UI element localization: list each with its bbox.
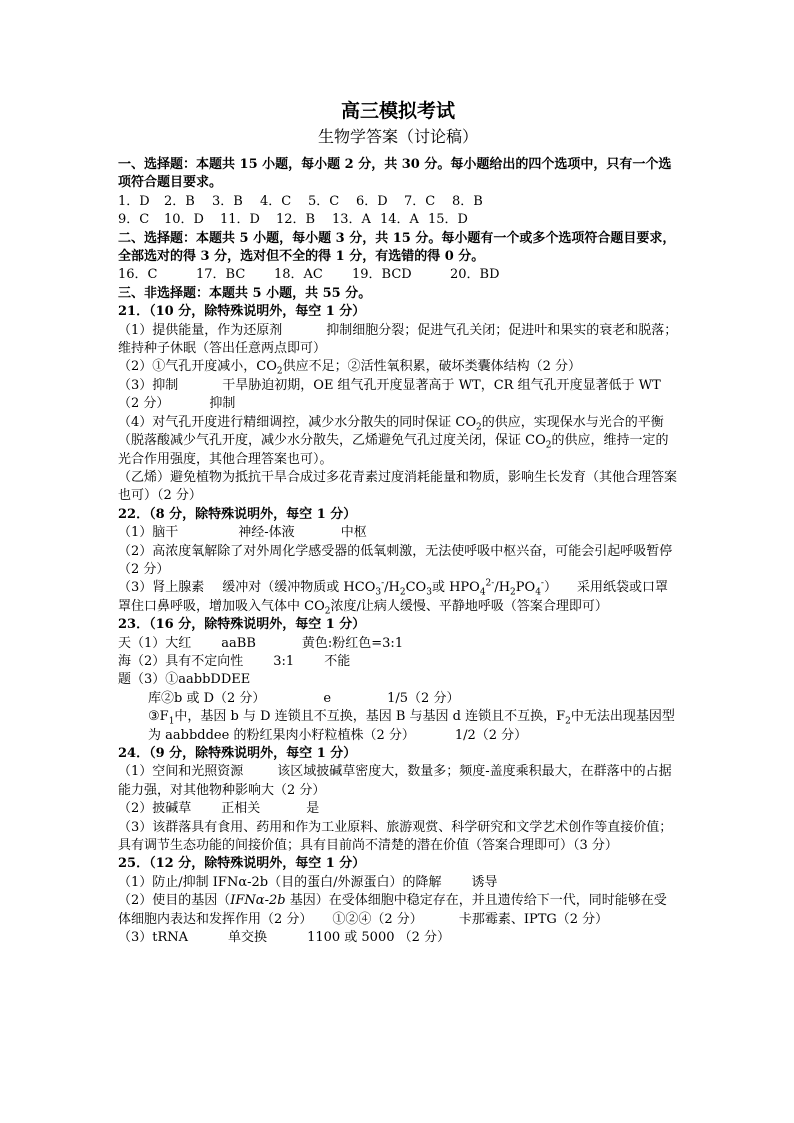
subscript: 2 [565,716,571,727]
page-subtitle: 生物学答案（讨论稿） [317,127,478,146]
q24-header: 24．（9 分，除特殊说明外，每空 1 分） [118,746,357,761]
q21-text: （2）①气孔开度减小，CO [118,359,277,375]
answer-9: 9．C [118,212,150,228]
q25-gene-name: IFNα-2b [230,893,286,909]
answer-13: 13．A [332,212,371,228]
q25-text: （2）使目的基因（ [118,893,231,909]
section1-row2 [118,211,678,229]
q25-text: 卡那霉素、IPTG（2 分） [458,911,609,927]
superscript: - [540,579,544,590]
q22-text: PO [515,580,536,596]
q25-text: ①②④（2 分） [332,911,423,927]
answer-6: 6．D [356,193,388,209]
q23-text: ③F [148,709,169,725]
superscript: 2- [485,579,495,590]
section2-header: 二、选择题：本题共 5 小题，每小题 3 分，共 15 分。每小题有一个或多个选项符合题目要求，全部选对的得 3 分，选对但不全的得 1 分，有选错的得 0 分。 [118,230,676,265]
q21-text: 抑制细胞分裂；促进气孔关闭；促进叶和果实的衰老和脱落；维持种子休眠（答出任意两点即可） [118,322,678,357]
q22-text: （3）肾上腺素 [118,580,205,596]
q22-line2: （2）高浓度氧解除了对外周化学感受器的低氧刺激，无法使呼吸中枢兴奋，可能会引起呼吸暂停（2 分） [118,543,673,577]
q24-text: 是 [306,801,320,817]
subscript: 2 [510,587,516,598]
q21-text: 的供应，维持一定的光合作用强度，其他合理答案也可）。 [118,433,669,467]
page-title: 高三模拟考试 [340,100,455,122]
answer-16: 16．C [118,267,158,283]
q25-header: 25．（12 分，除特殊说明外，每空 1 分） [118,856,366,872]
q22-text: ） [543,580,557,596]
q23-text: 天（1）大红 [118,635,192,651]
q25-line2 [118,892,678,929]
q21-line3 [118,377,678,414]
subscript: 2 [545,440,552,451]
section2-row [118,266,678,284]
q21-text: 的供应，实现保水与光合的平衡（脱落酸减少气孔开度，减少水分散失，乙烯避免气孔过度关闭，保证 CO [118,414,664,449]
answer-18: 18．AC [274,267,323,283]
q21-line2 [118,358,678,376]
q25-text: 诱导 [471,874,498,890]
q22-text: 采用纸袋或口罩罩住口鼻呼吸，增加吸入气体中 CO [118,580,668,614]
q21-line4 [118,414,678,469]
q21-text: 供应不足；②活性氧积累，破坏类囊体结构（2 分） [282,359,582,375]
answer-15: 15．D [428,212,468,228]
q23-text: 中无法出现基因型为 aabbddee 的粉红果肉小籽粒植株（2 分） [148,709,675,743]
q23-text: 3:1 [273,653,295,669]
q25-text: 单交换 [228,930,268,946]
q25-text: （1）防止/抑制 IFNα-2b（目的蛋白/外源蛋白）的降解 [118,874,442,890]
answer-8: 8．B [452,193,483,209]
q24-text: （2）披碱草 [118,801,192,817]
answer-7: 7．C [404,193,436,209]
q22-text: 或 HPO [431,580,480,596]
q21-line1 [118,322,678,359]
q23-line1 [118,635,678,653]
answer-5: 5．C [308,193,340,209]
q21-header: 21．（10 分，除特殊说明外，每空 1 分） [118,304,366,320]
answer-11: 11．D [220,212,260,228]
q22-text: /H [384,580,400,596]
q21-text: （3）抑制 [118,377,179,393]
answer-17: 17．BC [196,267,246,283]
subscript: 2 [476,422,482,433]
q23-text: 1/2（2 分） [454,727,528,743]
answer-19: 19．BCD [352,267,412,283]
q23-text: 黄色:粉红色=3:1 [301,635,404,651]
q23-line5: $③F_1$中，基因 b 与 D 连锁且不互换，基因 B 与基因 d 连锁且不互换，$F_2$中无法出现基因型为 aabbddee 的粉红果肉小籽粒植株（2 分） 1/2（2 分） [148,709,675,743]
answer-20: 20．BD [450,267,500,283]
answer-1: 1．D [118,193,150,209]
answer-10: 10．D [164,212,204,228]
q25-line1 [118,874,678,892]
subscript: 2 [399,587,406,598]
q23-text: aaBB [221,635,256,651]
q21-line5: （乙烯）避免植物为抵抗干旱合成过多花青素过度消耗能量和物质，影响生长发育（其他合理答案也可）（2 分） [118,469,678,504]
q23-line4 [118,690,678,708]
q23-header: 23．（16 分，除特殊说明外，每空 1 分） [118,617,366,633]
q22-line3: （3）肾上腺素 缓冲对（缓冲物质或 $HCO_3^-/H_2CO_3$或 $HPO_4^{2-}/H_2PO_4^-$） 采用纸袋或口罩罩住口鼻呼吸，增加吸入气体中 $CO_2$浓度/让病人缓慢、平静地呼吸（答案合理即可） [118,579,668,617]
subscript: 2 [324,606,331,617]
q23-line2 [118,653,678,671]
q22-text: 神经-体液 [238,525,295,541]
q24-text: （1）空间和光照资源 [118,764,244,780]
q23-line3: 题（3）①aabbDDEE [118,672,251,688]
q22-text: 缓冲对（缓冲物质或 HCO [222,580,376,596]
q25-line3 [118,929,678,947]
subscript: 2 [276,367,283,378]
subscript: 3 [375,587,382,598]
answer-4: 4．C [260,193,292,209]
q22-text: 浓度/让病人缓慢、平静地呼吸（答案合理即可） [330,598,608,614]
q23-text: 库②b 或 D（2 分） [148,690,266,706]
q22-header: 22．（8 分，除特殊说明外，每空 1 分） [118,506,357,522]
q23-text: 海（2）具有不定向性 [118,653,244,669]
q21-text: 干旱胁迫初期，OE 组气孔开度显著高于 WT，CR 组气孔开度显著低于 WT（2 分） [118,377,661,412]
q24-line3: （3）该群落具有食用、药用和作为工业原料、旅游观赏、科学研究和文学艺术创作等直接价值；具有调节生态功能的间接价值；具有目前尚不清楚的潜在价值（答案合理即可）（3 分） [118,819,673,854]
answer-sheet [118,92,678,947]
answer-3: 3．B [212,193,243,209]
q21-text: （1）提供能量，作为还原剂 [118,322,283,338]
q22-text: /H [494,580,511,596]
q24-line1 [118,763,678,800]
answer-2: 2．B [164,193,195,209]
q22-text: 中枢 [340,525,367,541]
superscript: - [381,579,385,590]
section1-row1 [118,193,678,211]
section1-header: 一、选择题：本题共 15 小题，每小题 2 分，共 30 分。每小题给出的四个选项中，只有一个选项符合题目要求。 [118,157,672,191]
q23-text: 中，基因 b 与 D 连锁且不互换，基因 B 与基因 d 连锁且不互换，F [174,709,566,725]
q25-text: 基因）在受体细胞中稳定存在，并且遗传给下一代，同时能够在受体细胞内表达和发挥作用（2 分） [118,893,667,927]
q21-text: 抑制 [209,396,236,412]
q25-text: （3）tRNA [118,930,189,946]
answer-12: 12．B [276,212,316,228]
q24-text: 正相关 [221,801,261,817]
q22-text: （1）脑干 [118,525,179,541]
q22-text: CO [405,580,427,596]
q23-text: e [323,690,332,706]
q24-text: 该区域披碱草密度大，数量多；频度-盖度乘积最大，在群落中的占据能力强，对其他物种影响大（2 分） [118,764,672,798]
q23-text: 不能 [324,653,351,669]
answer-14: 14．A [380,212,419,228]
q23-text: 1/5（2 分） [387,690,460,706]
section3-header: 三、非选择题：本题共 5 小题，共 55 分。 [118,285,372,301]
q21-text: （4）对气孔开度进行精细调控，减少水分散失的同时保证 CO [118,414,477,430]
q24-line2 [118,800,678,818]
q22-line1 [118,524,678,542]
subscript: 3 [426,587,432,598]
q25-text: 1100 或 5000 （2 分） [307,930,451,946]
